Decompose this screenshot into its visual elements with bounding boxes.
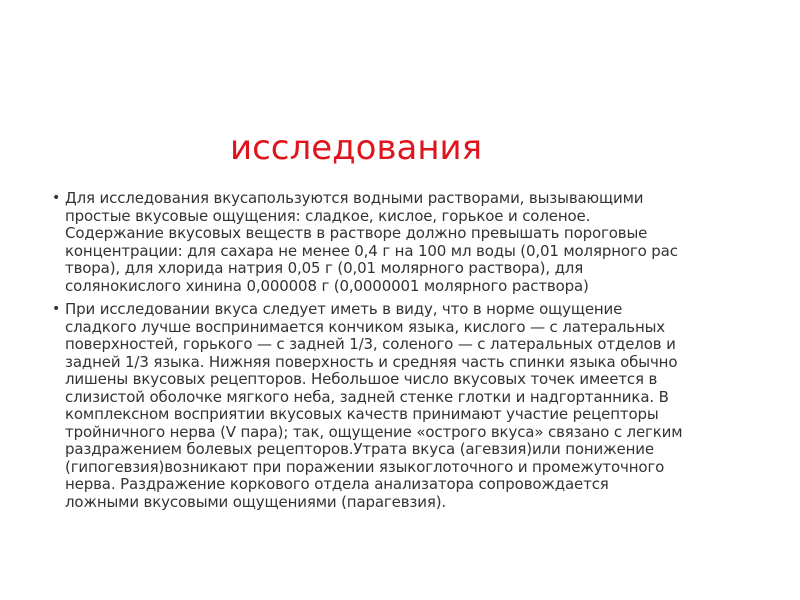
bullet-text: Для исследования вкусапользуются водными растворами, вызывающими простые вкусовые ощущения: сладкое, кислое, горькое и соленое. Содержание вкусовых веществ в растворе должно превышать пороговые концентрации: для сахара не менее 0,4 г на 100 мл воды (0,01 молярного рас твора), для хлорида натрия 0,05 г (0,01 молярного раствора), для солянокислого хинина 0,000008 г (0,0000001 молярного раствора) (65, 189, 678, 295)
bullet-item (49, 301, 761, 511)
bullet-item (49, 190, 761, 295)
bullet-icon: • (52, 190, 61, 206)
bullet-text: При исследовании вкуса следует иметь в виду, что в норме ощущение сладкого лучше воспринимается кончиком языка, кислого — с латеральных поверхностей, горького — с задней 1/3, соленого — с латеральных отделов и задней 1/3 языка. Нижняя поверхность и средняя часть спинки языка обычно лишены вкусовых рецепторов. Небольшое число вкусовых точек имеется в слизистой оболочке мягкого неба, задней стенке глотки и надгортанника. В комплексном восприятии вкусовых качеств принимают участие рецепторы тройничного нерва (V пара); так, ощущение «острого вкуса» связано с легким раздражением болевых рецепторов.Утрата вкуса (агевзия)или понижение (гипогевзия)возникают при поражении языкоглоточного и промежуточного нерва. Раздражение коркового отдела анализатора сопровождается ложными вкусовыми ощущениями (парагевзия). (65, 300, 683, 511)
bullet-list (49, 190, 761, 517)
slide-title: исследования (230, 128, 483, 168)
bullet-icon: • (52, 301, 61, 317)
